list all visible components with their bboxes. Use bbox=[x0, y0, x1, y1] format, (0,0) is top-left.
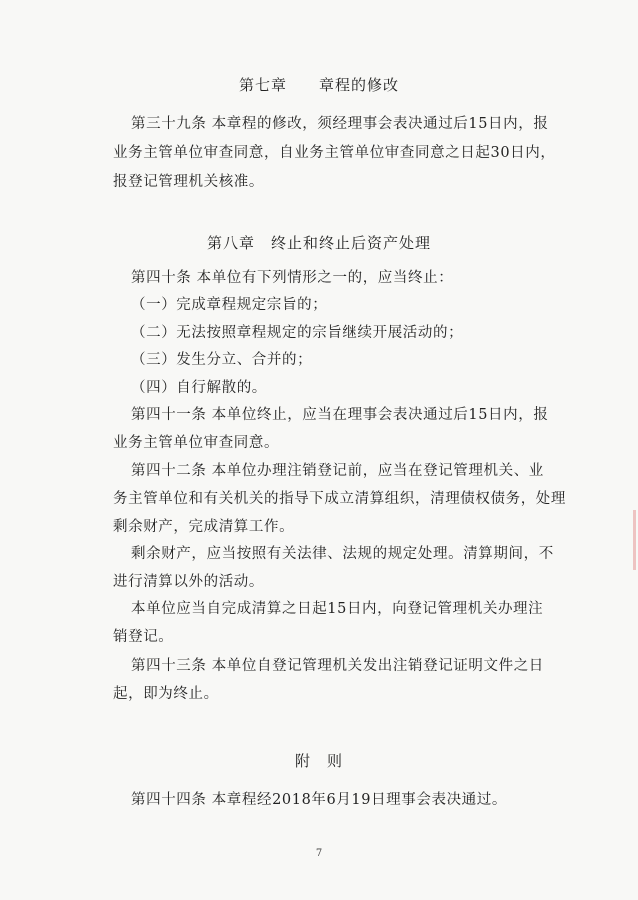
supplementary-title: 附 则 bbox=[294, 752, 343, 770]
article-41-line-1: 第四十一条 本单位终止，应当在理事会表决通过后15日内，报 bbox=[131, 407, 549, 423]
list-item-1: （一）完成章程规定宗旨的； bbox=[131, 297, 328, 313]
article-40-line-1: 第四十条 本单位有下列情形之一的，应当终止： bbox=[131, 270, 454, 286]
residual-assets-line-2: 进行清算以外的活动。 bbox=[113, 574, 264, 590]
article-42-line-1: 第四十二条 本单位办理注销登记前，应当在登记管理机关、业 bbox=[131, 463, 544, 479]
seal-edge-mark bbox=[633, 510, 636, 570]
page-number: 7 bbox=[315, 848, 323, 859]
article-39-line-2: 业务主管单位审查同意，自业务主管单位审查同意之日起30日内， bbox=[113, 145, 556, 161]
article-43-line-1: 第四十三条 本单位自登记管理机关发出注销登记证明文件之日 bbox=[131, 658, 544, 674]
article-43-line-2: 起，即为终止。 bbox=[113, 686, 219, 702]
chapter-8-title: 第八章 终止和终止后资产处理 bbox=[206, 234, 431, 252]
deregistration-line-2: 销登记。 bbox=[113, 629, 174, 645]
article-42-line-3: 剩余财产，完成清算工作。 bbox=[113, 519, 295, 535]
chapter-7-title: 第七章 章程的修改 bbox=[238, 76, 399, 94]
article-39-line-3: 报登记管理机关核准。 bbox=[113, 174, 264, 190]
article-41-line-2: 业务主管单位审查同意。 bbox=[113, 435, 280, 451]
residual-assets-line-1: 剩余财产，应当按照有关法律、法规的规定处理。清算期间，不 bbox=[131, 546, 554, 562]
article-44-line-1: 第四十四条 本章程经2018年6月19日理事会表决通过。 bbox=[131, 792, 507, 808]
article-39-line-1: 第三十九条 本章程的修改，须经理事会表决通过后15日内，报 bbox=[131, 116, 549, 132]
list-item-2: （二）无法按照章程规定的宗旨继续开展活动的； bbox=[131, 325, 464, 341]
list-item-4: （四）自行解散的。 bbox=[131, 380, 267, 396]
list-item-3: （三）发生分立、合并的； bbox=[131, 352, 313, 368]
article-42-line-2: 务主管单位和有关机关的指导下成立清算组织，清理债权债务，处理 bbox=[113, 491, 566, 507]
deregistration-line-1: 本单位应当自完成清算之日起15日内，向登记管理机关办理注 bbox=[131, 601, 544, 617]
